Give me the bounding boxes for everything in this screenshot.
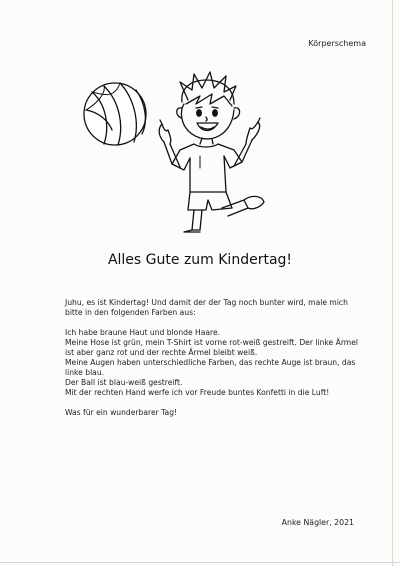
worksheet-text bbox=[65, 298, 365, 428]
scan-fold-line bbox=[392, 0, 393, 566]
instruction-line: Mit der rechten Hand werfe ich vor Freude buntes Konfetti in die Luft! bbox=[65, 388, 330, 397]
instruction-line: ist aber ganz rot und der rechte Ärmel bleibt weiß. bbox=[65, 348, 258, 357]
page-title: Alles Gute zum Kindertag! bbox=[107, 252, 293, 268]
intro-line: Juhu, es ist Kindertag! Und damit der der Tag noch bunter wird, male mich bbox=[65, 298, 348, 307]
instruction-line: Meine Hose ist grün, mein T-Shirt ist vorne rot-weiß gestreift. Der linke Ärmel bbox=[65, 338, 358, 347]
cheerful-boy-icon bbox=[159, 72, 264, 232]
instruction-line: linke blau. bbox=[65, 368, 105, 377]
instructions-paragraph bbox=[65, 328, 365, 398]
closing-line: Was für ein wunderbarer Tag! bbox=[65, 408, 178, 417]
author-credit: Anke Nägler, 2021 bbox=[281, 518, 354, 527]
scan-bottom-edge bbox=[0, 562, 400, 563]
instruction-line: Der Ball ist blau-weiß gestreift. bbox=[65, 378, 183, 387]
instruction-line: Meine Augen haben unterschiedliche Farben, das rechte Auge ist braun, das bbox=[65, 358, 356, 367]
instruction-line: Ich habe braune Haut und blonde Haare. bbox=[65, 328, 221, 337]
kindertag-illustration bbox=[76, 64, 296, 234]
topic-label: Körperschema bbox=[308, 39, 366, 48]
intro-line: bitte in den folgenden Farben aus: bbox=[65, 308, 196, 317]
intro-paragraph bbox=[65, 298, 365, 318]
beach-ball-icon bbox=[84, 83, 146, 145]
